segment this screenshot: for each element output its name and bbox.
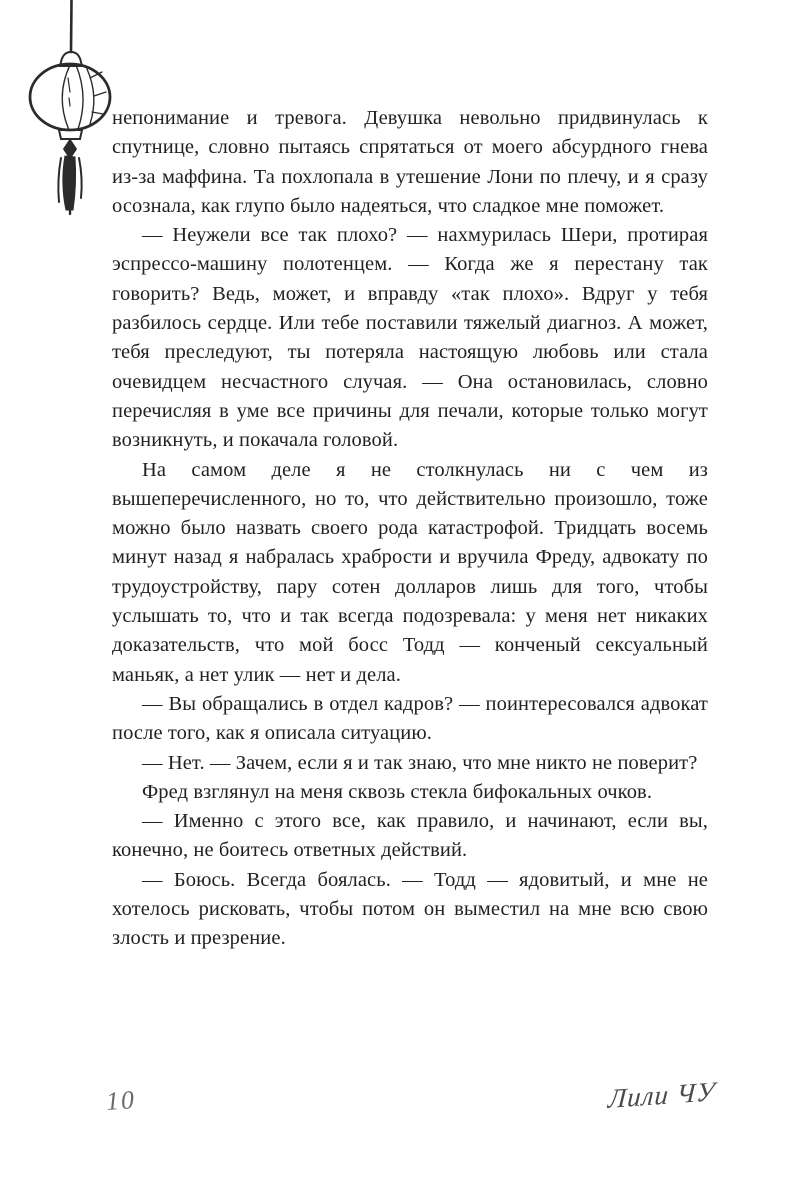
page-text-column	[112, 104, 708, 954]
paragraph: — Нет. — Зачем, если я и так знаю, что мне никто не поверит?	[142, 751, 698, 774]
paragraph: На самом деле я не столкнулась ни с чем из вышеперечисленного, но то, что действительно произошло, тоже можно было назвать своего рода катастрофой. Тридцать восемь минут назад я набралась храбрости и вручила Фреду, адвокату по трудоустройству, пару сотен долларов лишь для того, чтобы услышать то, что и так всегда подозревала: у меня нет никаких доказательств, что мой босс Тодд — конченый сексуальный маньяк, а нет улик — нет и дела.	[112, 458, 708, 686]
paragraph: непонимание и тревога. Девушка невольно придвинулась к спутнице, словно пытаясь спрятаться от моего абсурдного гнева из-за маффина. Та похлопала в утешение Лони по плечу, и я сразу осознала, как глупо было надеяться, что сладкое мне поможет.	[112, 107, 708, 217]
paragraph: — Неужели все так плохо? — нахмурилась Шери, протирая эспрессо-машину полотенцем. — Когда же я перестану так говорить? Ведь, может, и вправду «так плохо». Вдруг у тебя разбилось сердце. Или тебе поставили тяжелый диагноз. А может, тебя преследуют, ты потеряла настоящую любовь или стала очевидцем несчастного случая. — Она остановилась, словно перечисляя в уме все причины для печали, которые только могут возникнуть, и покачала головой.	[112, 224, 708, 452]
paragraph: — Именно с этого все, как правило, и начинают, если вы, конечно, не боитесь ответных действий.	[112, 810, 708, 862]
paragraph: — Вы обращались в отдел кадров? — поинтересовался адвокат после того, как я описала ситуацию.	[112, 692, 708, 745]
paragraph: Фред взглянул на меня сквозь стекла бифокальных очков.	[142, 780, 653, 803]
author-signature: Лили ЧУ	[607, 1076, 717, 1114]
page-number: 10	[104, 1084, 137, 1117]
lantern-icon	[24, 0, 116, 218]
paragraph: — Боюсь. Всегда боялась. — Тодд — ядовитый, и мне не хотелось рисковать, чтобы потом он выместил на мне всю свою злость и презрение.	[112, 868, 708, 950]
